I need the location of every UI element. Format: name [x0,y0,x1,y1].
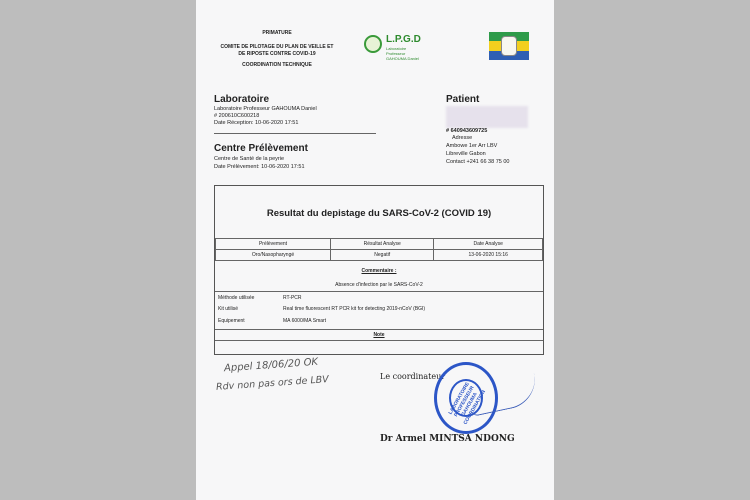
lpgd-logo-title: L.P.G.D [386,34,421,45]
method-label: Méthode utilisée [218,295,255,301]
handwritten-note-line2: Rdv non pas ors de LBV [215,374,330,393]
table-cell: Negatif [331,250,434,261]
divider [215,340,543,341]
patient-address-line2: Libreville Gabon [446,151,486,157]
lpgd-logo-subtitle [386,46,426,61]
table-header-row [216,239,543,250]
equipment-label: Equipement [218,318,245,324]
laboratoire-title: Laboratoire [214,94,270,105]
column-header: Résultat Analyse [331,239,434,250]
divider [214,133,376,134]
crest-icon [501,36,517,56]
method-value: RT-PCR [283,295,302,301]
lpgd-logo-sub1: Laboratoire Professeur [386,46,407,56]
laboratoire-id: # 200610C600218 [214,113,260,119]
table-cell: Oro/Nasopharyngé [216,250,331,261]
centre-title: Centre Prélèvement [214,143,308,154]
lpgd-emblem-icon [364,35,382,53]
column-header: Prélèvement [216,239,331,250]
patient-address-line1: Ambowe 1er Arr LBV [446,143,498,149]
column-header: Date Analyse [434,239,543,250]
header-committee: COMITE DE PILOTAGE DU PLAN DE VEILLE ET DE RIPOSTE CONTRE COVID-19 [220,44,334,57]
result-table [215,238,543,261]
divider [215,291,543,292]
table-cell: 13-06-2020 15:16 [434,250,543,261]
patient-contact: Contact +241 66 38 75 00 [446,159,510,165]
laboratoire-name: Laboratoire Professeur GAHOUMA Daniel [214,106,317,112]
equipment-value: MA 6000/MA Smart [283,318,327,324]
kit-label: Kit utilisé [218,306,239,312]
document-page [196,0,554,500]
note-label: Note [373,332,385,338]
header-coordination: COORDINATION TECHNIQUE [242,62,312,68]
handwritten-note-line1: Appel 18/06/20 OK [223,356,319,375]
divider [215,329,543,330]
laboratoire-reception-date: Date Réception: 10-06-2020 17:51 [214,120,299,126]
header-primature: PRIMATURE [262,30,292,36]
result-box [214,185,544,355]
coordinator-label: Le coordinateur [380,372,446,381]
kit-value: Real time fluorescent RT PCR kit for detecting 2019-nCoV (BGI) [283,306,426,312]
lpgd-logo-sub2: GAHOUMA Daniel [386,56,419,61]
stamp-text: LABORATOIRE PROFESSEUR GAHOUMA COORDINATION [447,381,488,426]
patient-title: Patient [446,94,480,105]
patient-address-label: Adresse [452,135,473,141]
centre-date: Date Prélèvement: 10-06-2020 17:51 [214,164,305,170]
signatory-name: Dr Armel MINTSA NDONG [380,434,515,444]
patient-id: # 640943609725 [446,128,488,134]
patient-name-redacted [446,106,528,128]
centre-name: Centre de Santé de la peyrie [214,156,285,162]
commentaire-text: Absence d'infection par le SARS-CoV-2 [335,282,423,288]
lpgd-logo [364,33,426,59]
table-row [216,250,543,261]
result-title: Resultat du depistage du SARS-CoV-2 (COVID 19) [266,208,492,219]
gabon-flag-icon [489,32,529,60]
commentaire-label: Commentaire : [361,268,397,274]
